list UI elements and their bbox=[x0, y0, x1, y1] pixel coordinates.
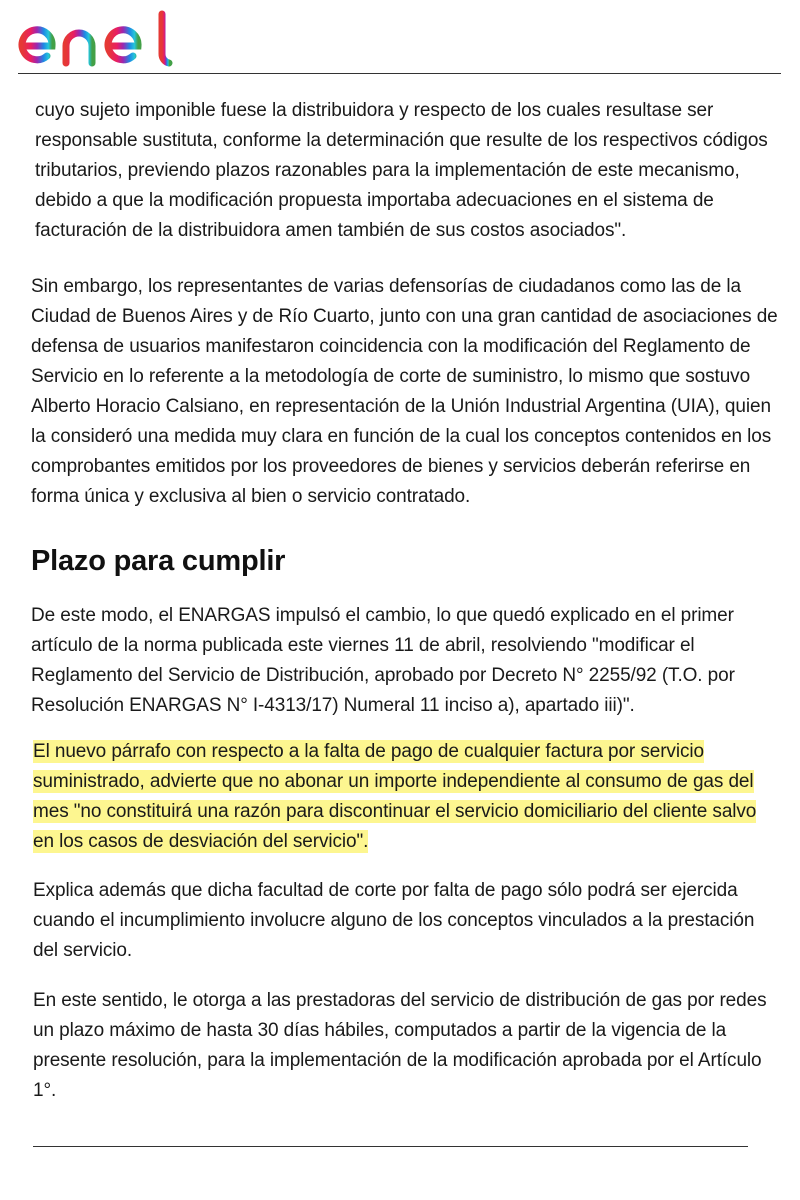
header-divider bbox=[18, 73, 781, 74]
highlighted-paragraph bbox=[33, 737, 773, 857]
article-paragraph: En este sentido, le otorga a las prestadoras del servicio de distribución de gas por redes un plazo máximo de hasta 30 días hábiles, computados a partir de la vigencia de la presente resolución, para la implementación de la modificación aprobada por el Artículo 1°. bbox=[33, 990, 767, 1101]
enel-logo[interactable] bbox=[16, 8, 176, 68]
footer-divider bbox=[33, 1146, 748, 1147]
site-header bbox=[0, 0, 800, 76]
article-paragraph: De este modo, el ENARGAS impulsó el cambio, lo que quedó explicado en el primer artículo de la norma publicada este viernes 11 de abril, resolviendo "modificar el Reglamento del Servicio de Distribución, aprobado por Decreto N° 2255/92 (T.O. por Resolución ENARGAS N° I-4313/17) Numeral 11 inciso a), apartado iii)". bbox=[31, 605, 735, 716]
article-paragraph: Explica además que dicha facultad de corte por falta de pago sólo podrá ser ejercida cuando el incumplimiento involucre alguno de los conceptos vinculados a la prestación del servicio. bbox=[33, 880, 755, 961]
article-paragraph: cuyo sujeto imponible fuese la distribuidora y respecto de los cuales resultase ser responsable sustituta, conforme la determinación que resulte de los respectivos códigos tributarios, previendo plazos razonables para la implementación de este mecanismo, debido a que la modificación propuesta importaba adecuaciones en el sistema de facturación de la distribuidora amen también de sus costos asociados". bbox=[35, 100, 768, 241]
article-paragraph: Sin embargo, los representantes de varias defensorías de ciudadanos como las de la Ciudad de Buenos Aires y de Río Cuarto, junto con una gran cantidad de asociaciones de defensa de usuarios manifestaron coincidencia con la modificación del Reglamento de Servicio en lo referente a la metodología de corte de suministro, lo mismo que sostuvo Alberto Horacio Calsiano, en representación de la Unión Industrial Argentina (UIA), quien la consideró una medida muy clara en función de la cual los conceptos contenidos en los comprobantes emitidos por los proveedores de bienes y servicios deberán referirse en forma única y exclusiva al bien o servicio contratado. bbox=[31, 276, 778, 507]
highlight-mark: El nuevo párrafo con respecto a la falta de pago de cualquier factura por servicio suministrado, advierte que no abonar un importe independiente al consumo de gas del mes "no constituirá una razón para discontinuar el servicio domiciliario del cliente salvo en los casos de desviación del servicio". bbox=[33, 741, 757, 852]
section-heading: Plazo para cumplir bbox=[31, 545, 286, 577]
